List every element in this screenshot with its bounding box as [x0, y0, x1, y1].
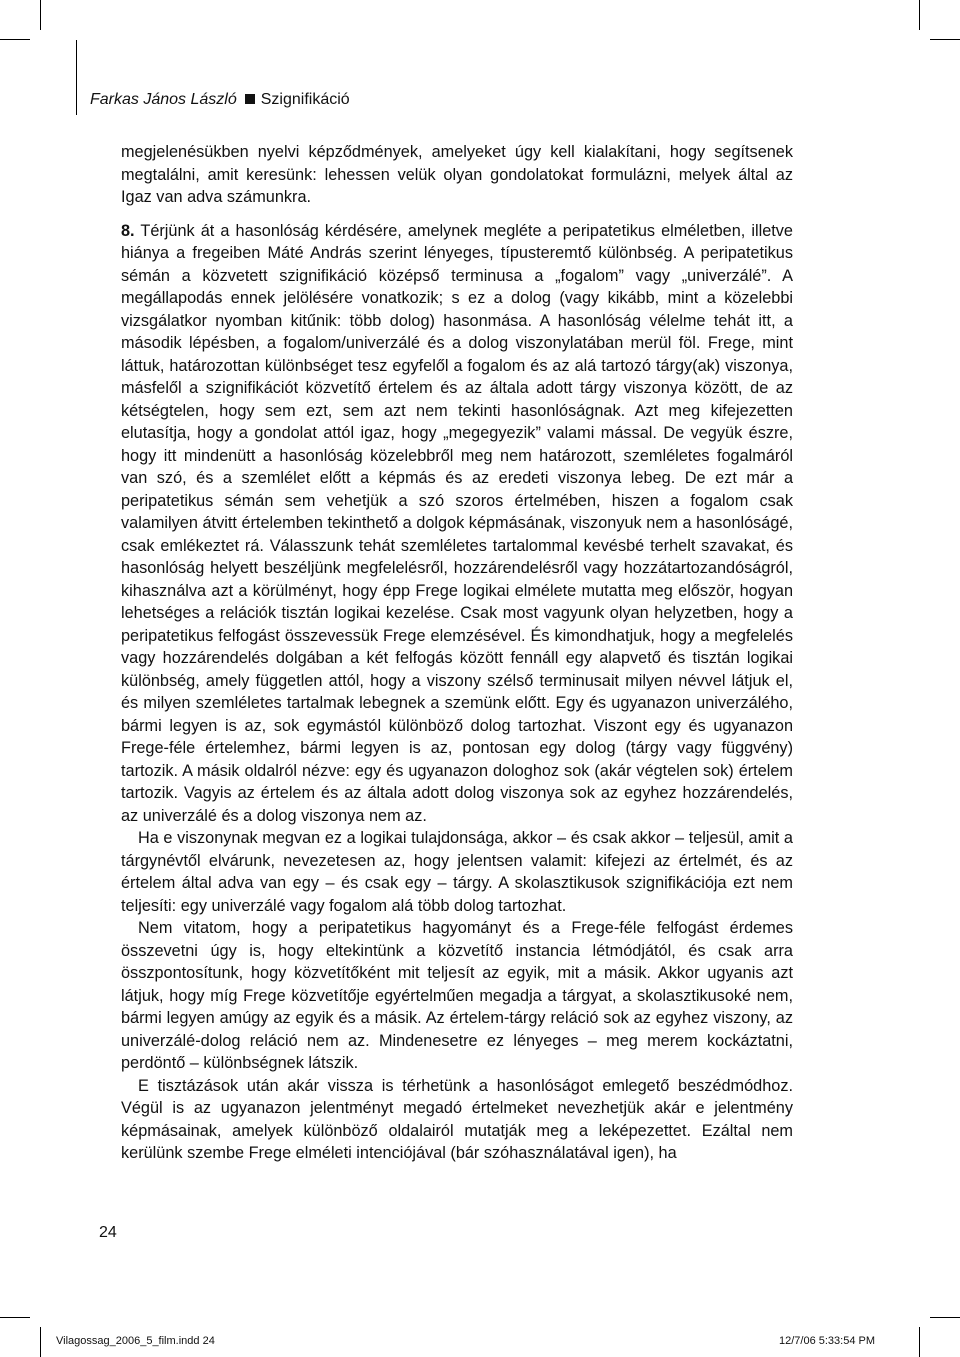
paragraph: Nem vitatom, hogy a peripatetikus hagyományt és a Frege-féle felfogást érdemes összevetni úgy is, hogy eltekintünk a közvetítő instancia létmódjától, és csak arra összpontosítunk, hogy közvetítőként mit teljesít az egyik, mit a másik. Akkor ugyanis azt látjuk, hogy míg Frege közvetítője egyértelműen megadja a tárgyat, a skolasztikusoké nem, bármi legyen amúgy az egyik és a másik. Az értelem-tárgy reláció sok az egyhez viszony, az univerzálé-dolog reláció nem az. Mindenesetre ez lényeges – meg merem kockáztatni, perdöntő – különbségnek látszik.	[121, 919, 793, 1072]
crop-mark-top-right-h	[930, 39, 960, 40]
footer-timestamp: 12/7/06 5:33:54 PM	[779, 1335, 876, 1347]
crop-mark-top-left-h	[0, 39, 30, 40]
crop-mark-bottom-left-v	[40, 1327, 41, 1357]
paragraph-numbered	[121, 220, 793, 828]
body-text	[121, 141, 793, 1165]
footer-file: Vilagossag_2006_5_film.indd 24	[56, 1335, 215, 1347]
square-bullet-icon	[245, 94, 255, 104]
header-rule	[76, 40, 77, 115]
crop-mark-top-right-v	[919, 0, 920, 30]
header-author: Farkas János László	[90, 91, 237, 108]
crop-mark-bottom-right-h	[930, 1317, 960, 1318]
paragraph: megjelenésükben nyelvi képződmények, amelyeket úgy kell kialakítani, hogy segítsenek megtalálni, amit keresünk: lehessen velük olyan gondolatokat formulázni, melyek által az Igaz van adva számunkra.	[121, 143, 793, 206]
crop-mark-top-left-v	[40, 0, 41, 30]
page-number: 24	[99, 1224, 117, 1241]
header-section: Szignifikáció	[260, 91, 350, 108]
paragraph-number: 8.	[121, 221, 135, 240]
paragraph: E tisztázások után akár vissza is térhetünk a hasonlóságot emlegető beszédmódhoz. Végül is az ugyanazon jelentményt megadó értelmeket nevezhetjük akár e jelentmény képmásainak, amelyek különböző oldalairól mutatják meg a leképezettet. Ezáltal nem kerülünk szembe Frege elméleti intenciójával (bár szóhasználatával igen), ha	[121, 1076, 793, 1162]
crop-mark-bottom-left-h	[0, 1317, 30, 1318]
paragraph: Ha e viszonynak megvan ez a logikai tulajdonsága, akkor – és csak akkor – teljesül, amit a tárgynévtől elvárunk, nevezetesen az, hogy jelentsen valamit: kifejezi az értelmét, és az értelem által adva van egy – és csak egy – tárgy. A skolasztikusok szignifikációja ezt nem teljesíti: egy univerzálé vagy fogalom alá több dolog tartozhat.	[121, 829, 793, 915]
crop-mark-bottom-right-v	[919, 1327, 920, 1357]
running-header	[90, 91, 350, 109]
paragraph-text: Térjünk át a hasonlóság kérdésére, amelynek megléte a peripatetikus elméletben, illetve hiánya a fregeiben Máté András szerint lényeges, típusteremtő különbség. A peripatetikus sémán a közvetett szignifikáció középső terminusa a „fogalom” vagy „univerzálé”. A megállapodás ennek jelölésére vonatkozik; s ez a dolog (vagy kikább, mint a közelebbi vizsgálatkor nyomban kitűnik: több dolog) hasonmása. A hasonlóság vélelme tehát itt, a második lépésben, a fogalom/univerzálé és a dolog viszonylatában merül föl. Frege, mint láttuk, határozottan különbséget tesz egyfelől a fogalom és az alá tartozó tárgy(ak) viszonya, másfelől a szignifikációt közvetítő értelem és az általa adott tárgy viszonya között, de az kétségtelen, hogy sem ezt, sem azt nem tekinti hasonlóságnak. Azt meg kifejezetten elutasítja, hogy a gondolat attól igaz, hogy „megegyezik” valami mással. De vegyük észre, hogy itt mindenütt a hasonlóság közelebbről meg nem határozott, szemléletes fogalmáról van szó, és a szemlélet előtt a képmás és az eredeti viszonya lebeg. De ezt már a peripatetikus sémán sem vehetjük a szó szoros értelmében, hiszen a fogalom csak valamilyen átvitt értelemben tekinthető a dolgok képmásának, viszonyuk nem a hasonlóságé, csak emlékeztet rá. Válasszunk tehát szemléletes tartalommal kevésbé terhelt szavakat, és hasonlóság helyett beszéljünk megfelelésről, hozzárendelésről vagy hozzátartozandóságról, kihasználva azt a körülményt, hogy épp Frege logikai elmélete mutatta meg először, hogyan lehetséges a relációk tisztán logikai kezelése. Csak most vagyunk olyan helyzetben, hogy a peripatetikus felfogást összevessük Frege elemzésével. És kimondhatjuk, hogy a megfelelés vagy hozzárendelés dolgában a két felfogás között fennáll egy alapvető és tisztán logikai különbség, amely független attól, hogy a viszony szélső terminusait milyen névvel látjuk el, és milyen szemléletes tartalmak lebegnek a szemünk előtt. Egy és ugyanazon univerzálého, bármi legyen is az, sok egymástól különböző dolog tartozhat. Viszont egy és ugyanazon Frege-féle értelemhez, bármi legyen is az, pontosan egy dolog (tárgy vagy függvény) tartozik. A másik oldalról nézve: egy és ugyanazon dologhoz sok (akár végtelen sok) értelem tartozik. Vagyis az értelem és az általa adott dolog viszonya sok az egyhez hozzárendelés, az univerzálé és a dolog viszonya nem az.	[121, 221, 793, 825]
